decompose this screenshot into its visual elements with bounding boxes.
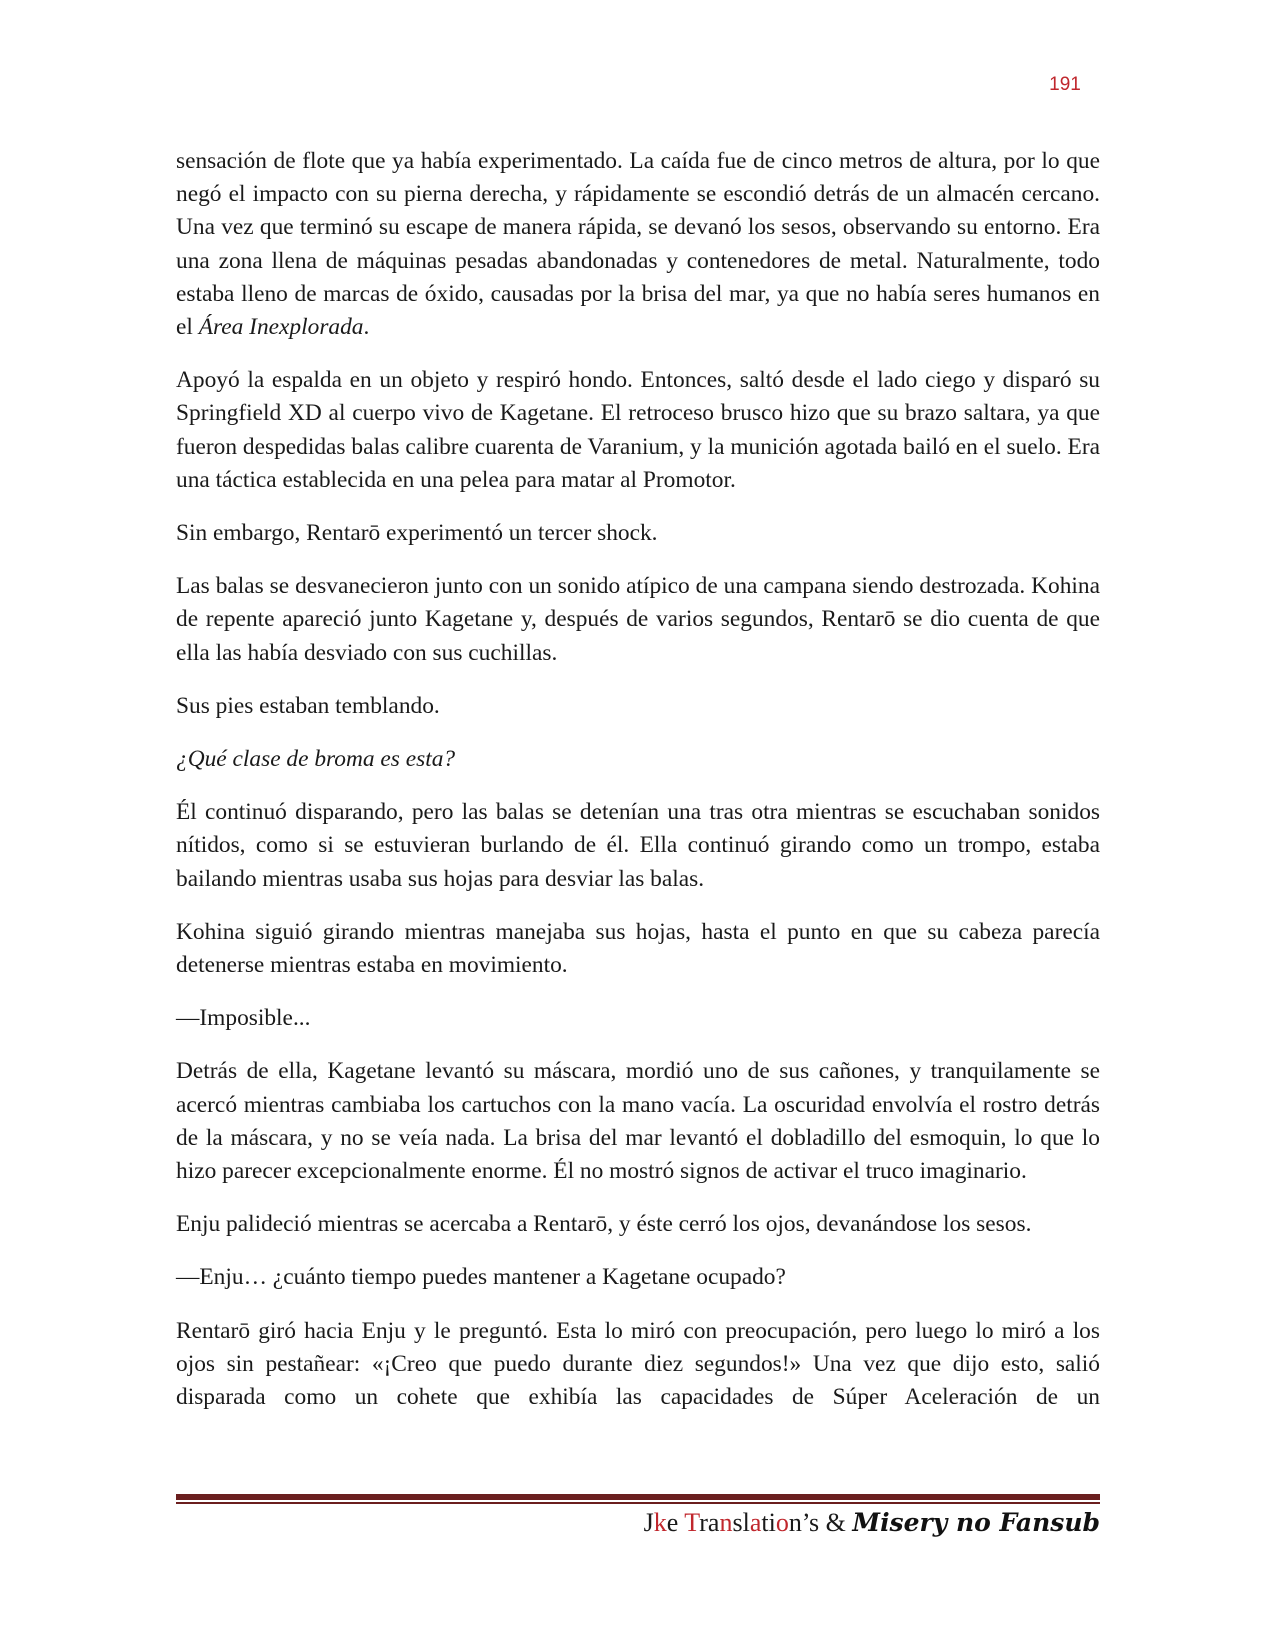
footer-misery-fansub: Misery no Fansub bbox=[852, 1508, 1100, 1537]
paragraph-13: Rentarō giró hacia Enju y le preguntó. Esta lo miró con preocupación, pero luego lo miró a los ojos sin pestañear: «¡Creo que puedo durante diez segundos!» Una vez que dijo esto, salió disparada como un cohete que exhibía las capacidades de Súper Aceleración de un bbox=[176, 1317, 1100, 1411]
footer-rule-thick bbox=[176, 1494, 1100, 1500]
footer-sl: sl bbox=[732, 1508, 750, 1537]
footer-a: a bbox=[749, 1508, 762, 1537]
paragraph-5: Sus pies estaban temblando. bbox=[176, 692, 440, 719]
paragraph-12-dialogue: —Enju… ¿cuánto tiempo puedes mantener a Kagetane ocupado? bbox=[176, 1264, 786, 1291]
paragraph-8: Kohina siguió girando mientras manejaba sus hojas, hasta el punto en que su cabeza parecía detenerse mientras estaba en movimiento. bbox=[176, 918, 1100, 979]
paragraph-10: Detrás de ella, Kagetane levantó su máscara, mordió uno de sus cañones, y tranquilamente se acercó mientras cambiaba los cartuchos con la mano vacía. La oscuridad envolvía el rostro detrás de la máscara, y no se veía nada. La brisa del mar levantó el dobladillo del esmoquin, lo que lo hizo parecer excepcionalmente enorme. Él no mostró signos de activar el truco imaginario. bbox=[176, 1058, 1100, 1185]
page-body bbox=[176, 145, 1100, 1414]
paragraph-1-end: . bbox=[363, 314, 370, 341]
paragraph-3: Sin embargo, Rentarō experimentó un tercer shock. bbox=[176, 520, 658, 547]
paragraph-1 bbox=[176, 145, 1100, 344]
page-number: 191 bbox=[1049, 74, 1081, 95]
inner-thought: ¿Qué clase de broma es esta? bbox=[176, 746, 456, 773]
paragraph-4: Las balas se desvanecieron junto con un sonido atípico de una campana siendo destrozada. Kohina de repente apareció junto Kagetane y, después de varios segundos, Rentarō se dio cuenta de que ella las había desviado con sus cuchillas. bbox=[176, 573, 1100, 666]
footer-j: J bbox=[643, 1508, 654, 1537]
paragraph-7: Él continuó disparando, pero las balas se detenían una tras otra mientras se escuchaban sonidos nítidos, como si se estuvieran burlando de él. Ella continuó girando como un trompo, estaba bailando mientras usaba sus hojas para desviar las balas. bbox=[176, 799, 1100, 892]
footer-o: o bbox=[775, 1508, 789, 1537]
footer-ampersand: & bbox=[819, 1508, 853, 1537]
footer-credits bbox=[644, 1508, 1100, 1538]
footer-ns: n’s bbox=[788, 1508, 820, 1537]
paragraph-2: Apoyó la espalda en un objeto y respiró hondo. Entonces, saltó desde el lado ciego y disparó su Springfield XD al cuerpo vivo de Kagetane. El retroceso brusco hizo que su brazo saltara, ya que fueron despedidas balas calibre cuarenta de Varanium, y la munición agotada bailó en el suelo. Era una táctica establecida en una pelea para matar al Promotor. bbox=[176, 367, 1100, 493]
paragraph-6-thought bbox=[176, 743, 1100, 776]
paragraph-9-dialogue: —Imposible... bbox=[176, 1005, 311, 1032]
footer-k: k bbox=[653, 1508, 667, 1537]
paragraph-11: Enju palideció mientras se acercaba a Rentarō, y éste cerró los ojos, devanándose los sesos. bbox=[176, 1211, 1032, 1238]
paragraph-1-text: sensación de flote que ya había experimentado. La caída fue de cinco metros de altura, por lo que negó el impacto con su pierna derecha, y rápidamente se escondió detrás de un almacén cercano. Una vez que terminó su escape de manera rápida, se devanó los sesos, observando su entorno. Era una zona llena de máquinas pesadas abandonadas y contenedores de metal. Naturalmente, todo estaba lleno de marcas de óxido, causadas por la brisa del mar, ya que no había seres humanos en el bbox=[176, 148, 1100, 341]
footer-ra: ra bbox=[699, 1508, 720, 1537]
footer-rule-thin bbox=[176, 1502, 1100, 1504]
area-inexplorada-term: Área Inexplorada bbox=[198, 314, 364, 341]
footer-e: e bbox=[666, 1508, 685, 1537]
footer-t: T bbox=[684, 1508, 700, 1537]
footer-n: n bbox=[719, 1508, 733, 1537]
footer-ti: ti bbox=[761, 1508, 776, 1537]
